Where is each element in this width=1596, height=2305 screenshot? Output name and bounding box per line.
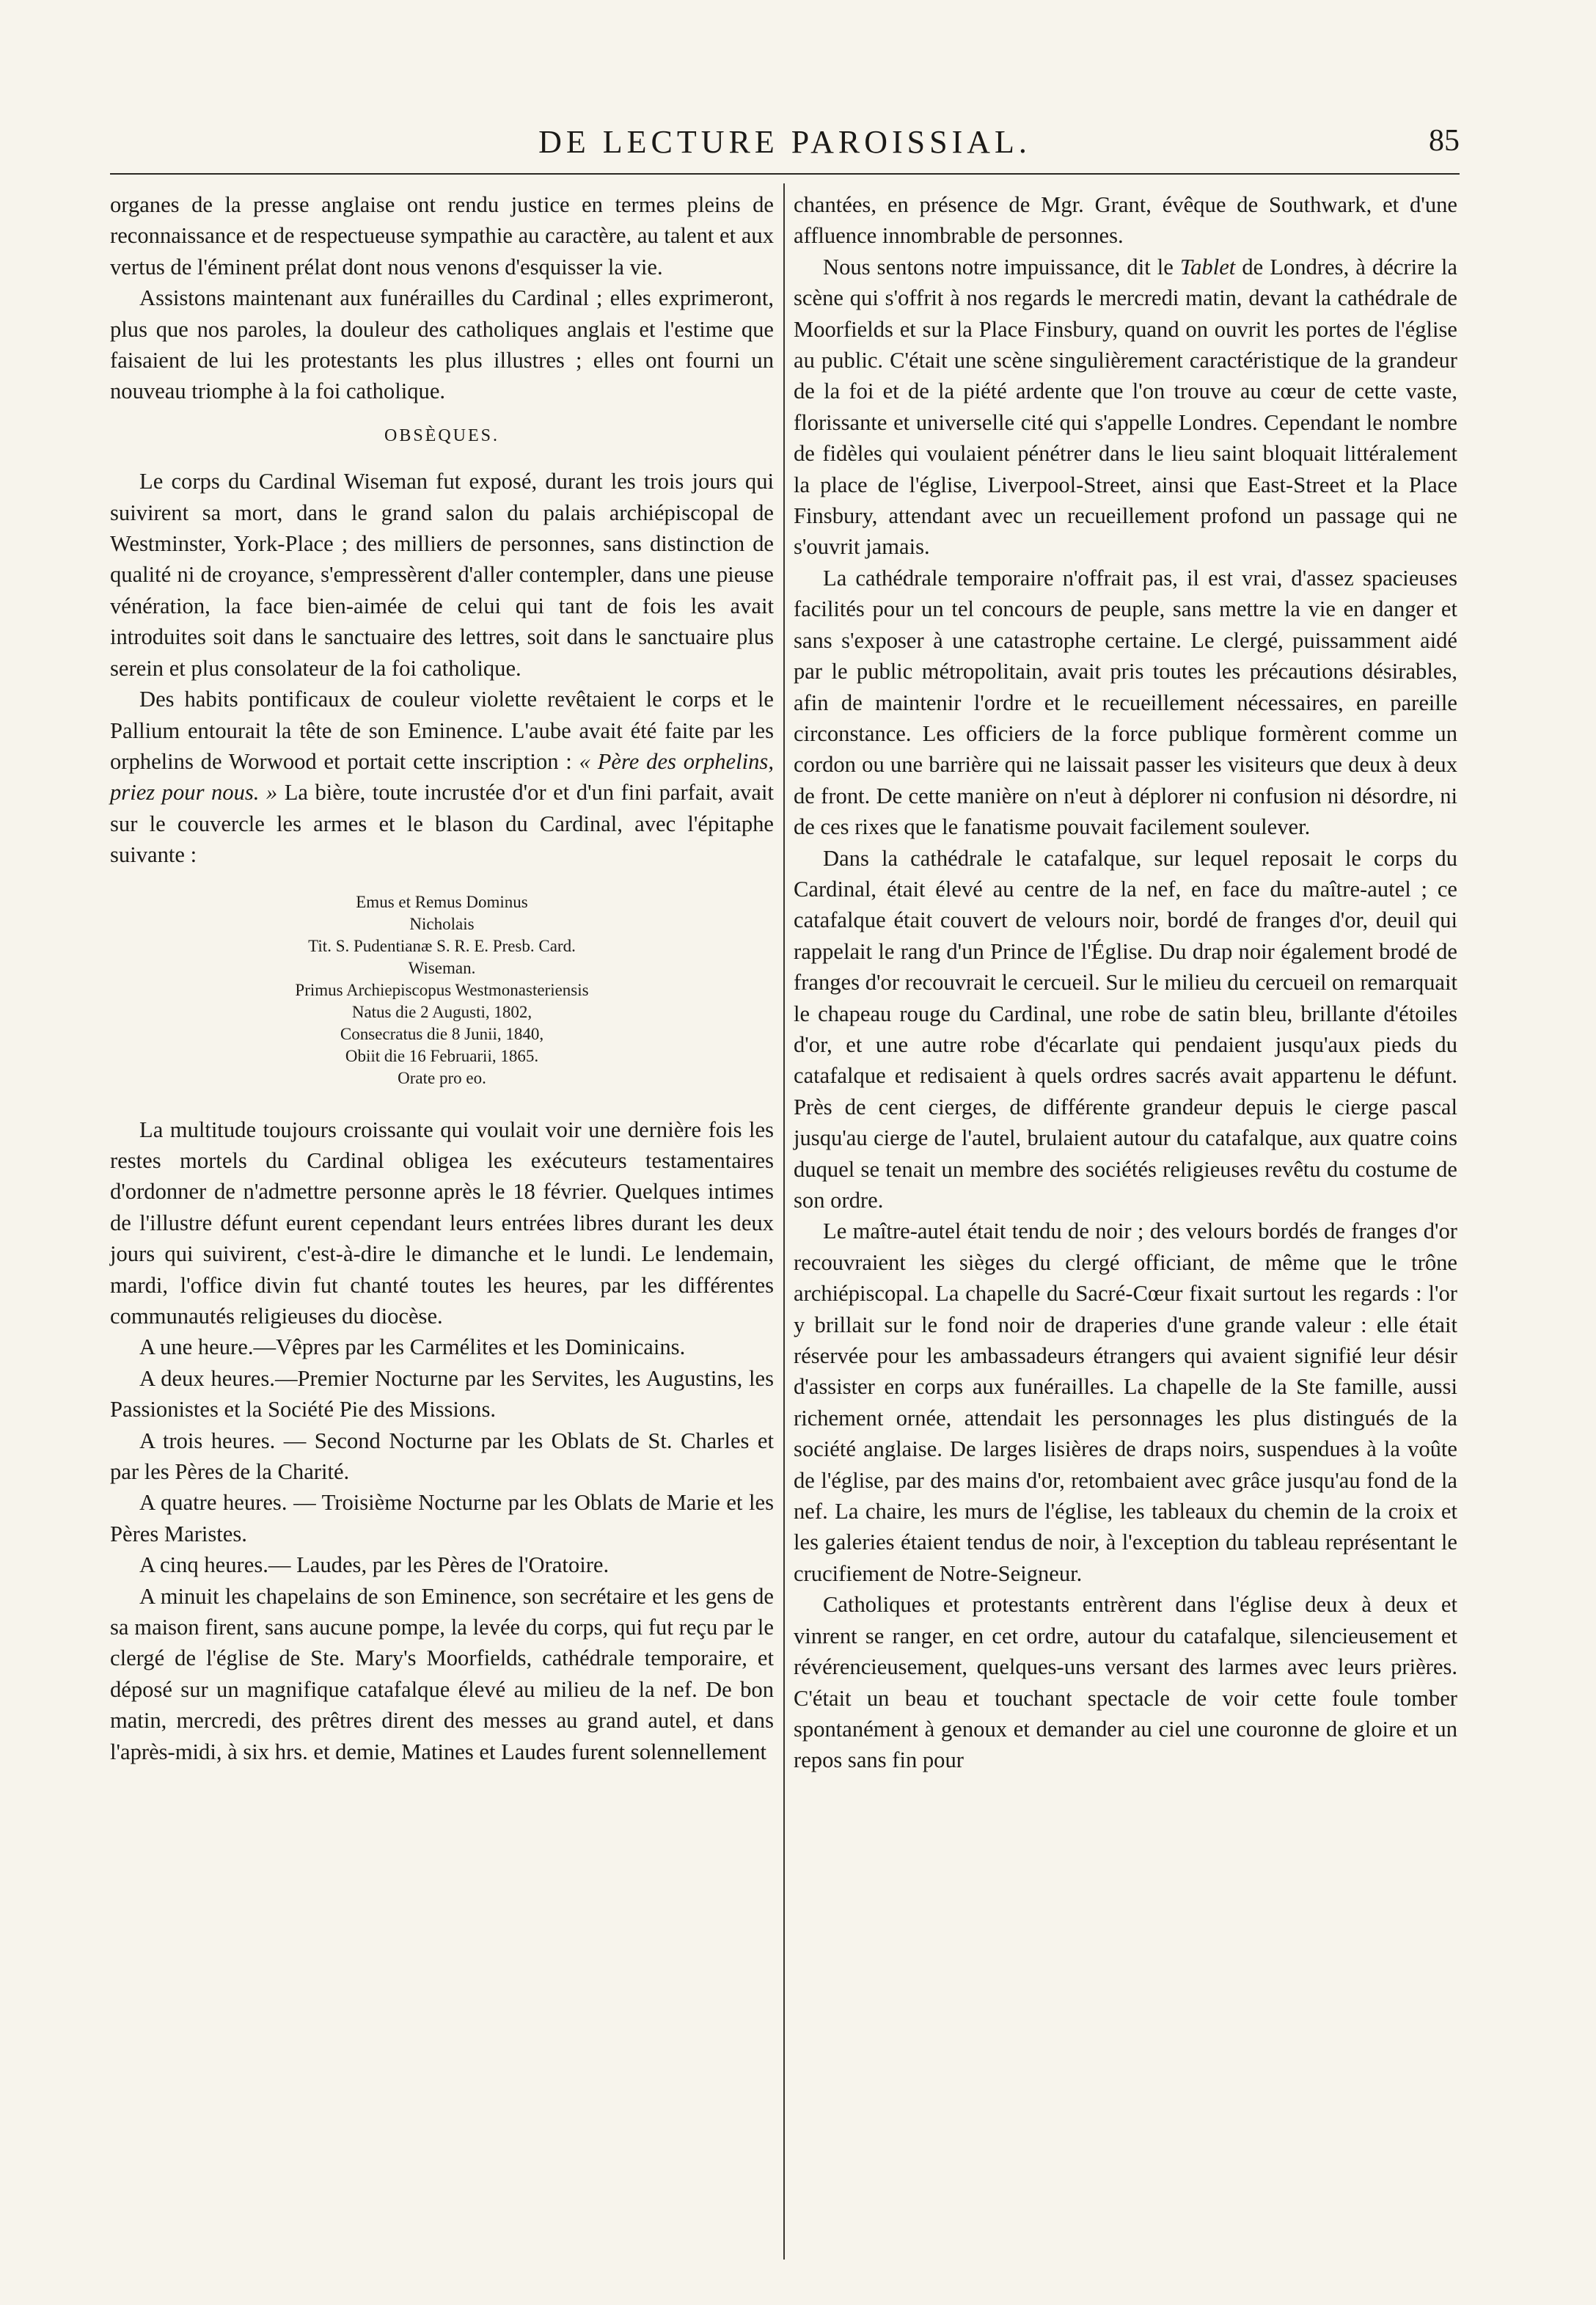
epitaph-line: Primus Archiepiscopus Westmonasteriensis [295,980,589,999]
right-column [794,189,1457,1776]
paragraph-text: Nous sentons notre impuissance, dit le [823,254,1180,280]
paragraph-text: La bière, toute incrustée d'or et d'un fini parfait, avait sur le couvercle les armes et le blason du Cardinal, avec l'épitaphe suivante : [110,780,775,868]
epitaph-line: Nicholais [409,914,475,933]
running-title: DE LECTURE PAROISSIAL. [538,124,1031,160]
paragraph: La multitude toujours croissante qui voulait voir une dernière fois les restes mortels du Cardinal obligea les exécuteurs testamentaires d'ordonner de n'admettre personne après le 18 février. Quelques intimes de l'illustre défunt eurent cependant leurs entrées libres durant les deux jours qui suivirent, c'est-à-dire le dimanche et le lundi. Le lendemain, mardi, l'office divin fut chanté toutes les heures, par les différentes communautés religieuses du diocèse. [110,1117,774,1329]
publication-title: Tablet [1179,254,1236,280]
paragraph: chantées, en présence de Mgr. Grant, évêque de Southwark, et d'une affluence innombrable de personnes. [794,192,1457,249]
paragraph: organes de la presse anglaise ont rendu justice en termes pleins de reconnaissance et de respectueuse sympathie au caractère, au talent et aux vertus de l'éminent prélat dont nous venons d'esquisser la vie. [110,192,774,280]
schedule-item: A une heure.—Vêpres par les Carmélites et les Dominicains. [139,1334,686,1360]
epitaph [110,891,774,1089]
inscription-text: « Père des orphelins, priez pour nous. » [110,748,774,806]
schedule-item: A deux heures.—Premier Nocturne par les Servites, les Augustins, les Passionistes et la Société Pie des Missions. [110,1365,774,1422]
paragraph [110,684,774,870]
epitaph-line: Orate pro eo. [398,1068,486,1087]
running-header [110,123,1460,167]
schedule-item: A quatre heures. — Troisième Nocturne par les Oblats de Marie et les Pères Maristes. [110,1490,774,1546]
paragraph: La cathédrale temporaire n'offrait pas, il est vrai, d'assez spacieuses facilités pour un tel concours de peuple, sans mettre la vie en danger et sans s'exposer à une catastrophe certaine. Le clergé, puissamment aidé par le public métropolitain, avait pris toutes les précautions désirables, afin de maintenir l'ordre et le recueillement nécessaires, en pareille circonstance. Les officiers de la force publique formèrent comme un cordon ou une barrière qui ne laissait passer les visiteurs que deux à deux de front. De cette manière on n'eut à déplorer ni confusion ni désordre, ni de ces rixes que le fanatisme pouvait facilement soulever. [794,565,1457,840]
paragraph [794,252,1457,563]
paragraph: Le maître-autel était tendu de noir ; des velours bordés de franges d'or recouvraient les sièges du clergé officiant, de même que le trône archiépiscopal. La chapelle du Sacré-Cœur fixait surtout les regards : l'or y brillait sur le fond noir de draperies d'une grande valeur : elle était réservée pour les ambassadeurs étrangers qui avaient signifié leur désir d'assister en corps aux funérailles. La chapelle de la Ste famille, aussi richement ornée, attendait les personnages les plus distingués de la société anglaise. De larges lisières de draps noirs, suspendues à la voûte de l'église, par des mains d'or, retombaient avec grâce jusqu'au fond de la nef. La chaire, les murs de l'église, les tableaux du chemin de la croix et les galeries étaient tendus de noir, à l'exception du tableau représentant le crucifiement de Notre-Seigneur. [794,1219,1457,1586]
paragraph: Dans la cathédrale le catafalque, sur lequel reposait le corps du Cardinal, était élevé au centre de la nef, en face du maître-autel ; ce catafalque était couvert de velours noir, bordé de franges d'or, deuil qui rappelait le rang d'un Prince de l'Église. Du drap noir également brodé de franges d'or recouvrait le cercueil. Sur le milieu du cercueil on remarquait le chapeau rouge du Cardinal, une robe de satin bleu, brillante d'étoiles d'or, et une autre robe d'écarlate qui pendaient jusqu'aux pieds du catafalque et redisaient à quels ordres sacrés avait appartenu le défunt. Près de cent cierges, de différente grandeur depuis le cierge pascal jusqu'au cierge de l'autel, brulaient autour du catafalque, aux quatre coins duquel se tenait un membre des sociétés religieuses revêtu du costume de son ordre. [794,845,1457,1213]
header-rule [110,173,1460,175]
epitaph-line: Emus et Remus Dominus [356,892,528,911]
schedule-item: A trois heures. — Second Nocturne par les Oblats de St. Charles et par les Pères de la Charité. [110,1428,774,1484]
epitaph-line: Consecratus die 8 Junii, 1840, [340,1024,544,1043]
epitaph-line: Wiseman. [408,958,476,977]
paragraph-text: Des habits pontificaux de couleur violette revêtaient le corps et le Pallium entourait la tête de son Eminence. L'aube avait été faite par les orphelins de Worwood et portait cette inscription : [110,687,774,774]
column-divider [783,183,785,2260]
paragraph-text: de Londres, à décrire la scène qui s'offrit à nos regards le mercredi matin, devant la cathédrale de Moorfields et sur la Place Finsbury, quand on ouvrit les portes de l'église au public. C'était une scène singulièrement caractéristique de la grandeur de la foi et de la piété ardente que l'on trouve au cœur de cette vaste, florissante et universelle cité qui s'appelle Londres. Cependant le nombre de fidèles qui voulaient pénétrer dans le lieu saint bloquait littéralement la place de l'église, Liverpool-Street, ainsi que East-Street et la Place Finsbury, attendant avec un recueillement profond un passage qui ne s'ouvrit jamais. [794,254,1458,560]
paragraph: Le corps du Cardinal Wiseman fut exposé, durant les trois jours qui suivirent sa mort, dans le grand salon du palais archiépiscopal de Westminster, York-Place ; des milliers de personnes, sans distinction de qualité ni de croyance, s'empressèrent d'aller contempler, dans une pieuse vénération, la face bien-aimée de celui qui tant de fois les avait introduites soit dans le sanctuaire des lettres, soit dans le sanctuaire plus serein et plus consolateur de la foi catholique. [110,469,774,681]
page-number: 85 [1429,124,1460,158]
left-column [110,189,774,1767]
paragraph: Catholiques et protestants entrèrent dans l'église deux à deux et vinrent se ranger, en cet ordre, autour du catafalque, silencieusement et révérencieusement, quelques-uns versant des larmes avec leurs prières. C'était un beau et touchant spectacle de voir cette foule tomber spontanément à genoux et demander au ciel une couronne de gloire et un repos sans fin pour [794,1592,1457,1773]
section-heading: OBSÈQUES. [384,425,500,445]
epitaph-line: Tit. S. Pudentianæ S. R. E. Presb. Card. [308,936,576,955]
paragraph: A minuit les chapelains de son Eminence, son secrétaire et les gens de sa maison firent, sans aucune pompe, la levée du corps, qui fut reçu par le clergé de l'église de Ste. Mary's Moorfields, cathédrale temporaire, et déposé sur un magnifique catafalque élevé au milieu de la nef. De bon matin, mercredi, des prêtres dirent des messes au grand autel, et dans l'après-midi, à six hrs. et demie, Matines et Laudes furent solennellement [110,1583,774,1764]
epitaph-line: Natus die 2 Augusti, 1802, [351,1002,532,1021]
paragraph: Assistons maintenant aux funérailles du Cardinal ; elles exprimeront, plus que nos paroles, la douleur des catholiques anglais et l'estime que faisaient de lui les protestants les plus illustres ; elles ont fourni un nouveau triomphe à la foi catholique. [110,285,774,404]
schedule-item: A cinq heures.— Laudes, par les Pères de l'Oratoire. [139,1552,610,1578]
epitaph-line: Obiit die 16 Februarii, 1865. [345,1046,539,1065]
